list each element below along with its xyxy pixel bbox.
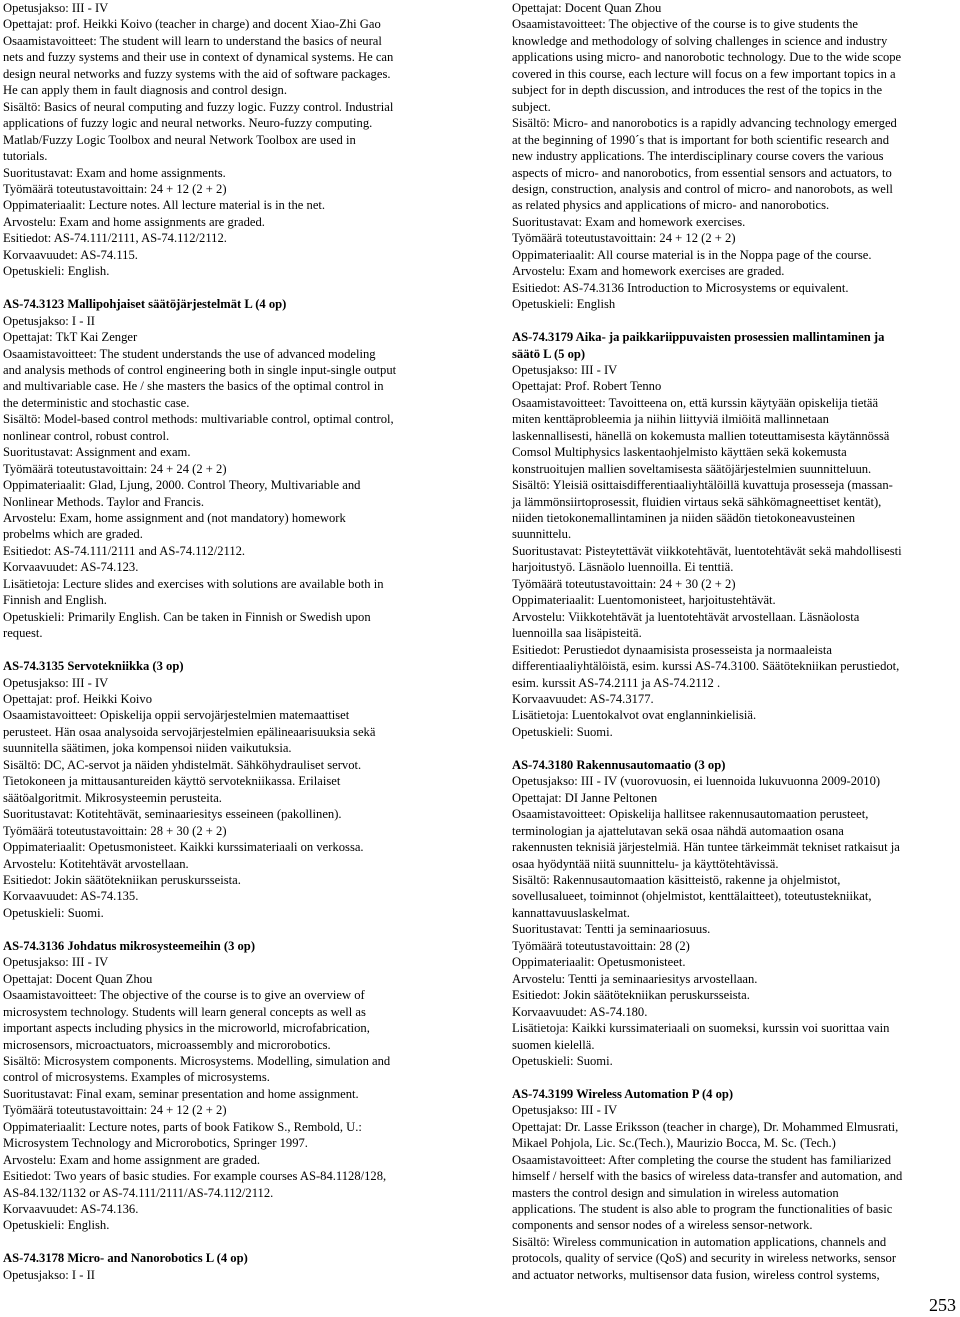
text-line: perusteet. Hän osaa analysoida servojärjestelmien epälineaarisuuksia sekä [3,724,376,739]
text-line: Sisältö: Basics of neural computing and fuzzy logic. Fuzzy control. Industrial [3,99,394,114]
text-line: Korvaavuudet: AS-74.115. [3,247,138,262]
text-line: Työmäärä toteutustavoittain: 24 + 12 (2 + 2) [3,181,227,196]
text-line: Opettajat: prof. Heikki Koivo (teacher in charge) and docent Xiao-Zhi Gao [3,17,381,32]
text-line: He can apply them in fault diagnosis and control design. [3,83,287,98]
course-section [512,1086,958,1283]
text-line: Sisältö: Yleisiä osittaisdifferentiaaliyhtälöillä kuvattuja prosesseja (massan- [512,478,893,493]
text-line: Esitiedot: Two years of basic studies. For example courses AS-84.1128/128, [3,1169,387,1184]
text-line: Korvaavuudet: AS-74.136. [3,1202,139,1217]
text-line: Lisätietoja: Kaikki kurssimateriaali on suomeksi, kurssin voi suorittaa vain [512,1021,890,1036]
course-heading: AS-74.3179 Aika- ja paikkariippuvaisten prosessien mallintaminen ja [512,330,885,345]
text-line: Korvaavuudet: AS-74.135. [3,889,139,904]
text-line: important aspects including physics in the microworld, microfabrication, [3,1021,370,1036]
text-line: design, construction, analysis and control of micro- and nanorobots, as well [512,181,893,196]
text-line: Opetusjakso: III - IV [3,675,109,690]
course-section [512,329,958,740]
text-line: Comsol Multiphysics laskentaohjelmisto käyttäen sekä kokemusta [512,445,847,460]
text-line: harjoitustyö. Läsnäolo luennoilla. Ei tenttiä. [512,560,734,575]
text-line: Työmäärä toteutustavoittain: 24 + 12 (2 + 2) [512,231,736,246]
text-line: control of microsystems. Examples of microsystems. [3,1070,270,1085]
text-line: Oppimateriaalit: Opetusmonisteet. [512,955,686,970]
text-line: Oppimateriaalit: Lecture notes. All lecture material is in the net. [3,198,326,213]
course-heading: AS-74.3180 Rakennusautomaatio (3 op) [512,757,726,772]
text-line: subject for in depth discussion, and introduces the rest of the topics in the [512,83,883,98]
text-line: miten kenttäprobleemia ja niihin liittyviä ilmiöitä mallinnetaan [512,412,829,427]
text-line: protocols, quality of service (QoS) and security in wireless networks, sensor [512,1251,897,1266]
text-line: Opettajat: DI Janne Peltonen [512,790,658,805]
text-line: Opettajat: Prof. Robert Tenno [512,379,662,394]
text-line: Työmäärä toteutustavoittain: 28 + 30 (2 + 2) [3,823,227,838]
text-line: Arvostelu: Viikkotehtävät ja luentotehtävät arvostellaan. Läsnäolosta [512,609,860,624]
text-line: Oppimateriaalit: Luentomonisteet, harjoitustehtävät. [512,593,776,608]
text-line: new industry applications. The interdisciplinary course covers the various [512,149,884,164]
text-line: Osaamistavoitteet: Tavoitteena on, että kurssin käytyään opiskelija tietää [512,395,879,410]
text-line: Opettajat: prof. Heikki Koivo [3,692,152,706]
text-line: Korvaavuudet: AS-74.3177. [512,692,654,707]
left-column [3,0,455,1283]
text-line: terminologian ja ajattelutavan sekä osaa nähdä automaation osana [512,823,844,838]
text-line: Opetuskieli: English [512,297,616,312]
text-line: Opettajat: Docent Quan Zhou [512,1,662,15]
text-line: himself / herself with the basics of wireless data-transfer and automation, and [512,1169,903,1184]
text-line: Arvostelu: Exam and homework exercises are graded. [512,264,785,279]
text-line: Opetuskieli: Suomi. [3,905,104,920]
text-line: esim. kurssit AS-74.2111 ja AS-74.2112 . [512,675,721,690]
text-line: säätöalgoritmit. Mikrosysteemin perusteita. [3,790,222,805]
text-line: microsystem technology. Students will learn general concepts as well as [3,1004,366,1019]
text-line: suunnittelu. [512,527,572,542]
text-line: Esitiedot: AS-74.111/2111, AS-74.112/2112. [3,231,227,246]
text-line: Työmäärä toteutustavoittain: 28 (2) [512,938,690,953]
text-line: the deterministic and stochastic case. [3,395,190,410]
text-line: Korvaavuudet: AS-74.180. [512,1004,648,1019]
course-section [512,0,958,313]
text-line: knowledge and methodology of solving challenges in science and industry [512,33,888,48]
text-line: Finnish and English. [3,593,107,608]
text-line: Opetusjakso: III - IV [512,1103,618,1118]
text-line: Osaamistavoitteet: Opiskelija hallitsee rakennusautomaation perusteet, [512,807,869,822]
page-number: 253 [929,1295,956,1315]
text-line: Opetuskieli: English. [3,264,110,279]
text-line: niiden tietokonemallintaminen ja niiden säädön tietokoneavusteinen [512,511,856,526]
text-line: Työmäärä toteutustavoittain: 24 + 30 (2 + 2) [512,576,736,591]
text-line: kannattavuuslaskelmat. [512,905,630,920]
text-line: Korvaavuudet: AS-74.123. [3,560,139,575]
section-gap [512,1069,958,1085]
text-line: Osaamistavoitteet: The student understands the use of advanced modeling [3,346,376,361]
text-line: applications. The student is also able to program the functionalities of basic [512,1202,893,1217]
text-line: and analysis methods of control engineering both in single input-single output [3,362,397,377]
text-line: Oppimateriaalit: All course material is in the Noppa page of the course. [512,247,872,262]
text-line: Sisältö: Micro- and nanorobotics is a rapidly advancing technology emerged [512,116,897,131]
text-line: Opettajat: TkT Kai Zenger [3,330,138,345]
text-line: probelms which are graded. [3,527,143,542]
text-line: Suoritustavat: Exam and home assignments. [3,165,226,180]
text-line: covered in this course, each lecture will focus on a few important topics in a [512,66,896,81]
text-line: Sisältö: Wireless communication in automation applications, channels and [512,1234,887,1249]
text-line: at the beginning of 1990´s that is important for both scientific research and [512,132,890,147]
text-line: masters the control design and simulation in wireless automation [512,1185,839,1200]
course-heading: AS-74.3178 Micro- and Nanorobotics L (4 op) [3,1251,248,1266]
text-line: Työmäärä toteutustavoittain: 24 + 12 (2 + 2) [3,1103,227,1118]
text-line: osaa hyödyntää niitä suunnittelu- ja käyttötehtävissä. [512,856,779,871]
text-line: Arvostelu: Kotitehtävät arvostellaan. [3,856,189,871]
text-line: Esitiedot: AS-74.3136 Introduction to Microsystems or equivalent. [512,280,849,295]
right-column [512,0,958,1283]
text-line: Osaamistavoitteet: The objective of the course is to give students the [512,17,859,32]
text-line: and actuator networks, multisensor data fusion, wireless control systems, [512,1267,880,1282]
text-line: Sisältö: Rakennusautomaation käsitteistö, rakenne ja ohjelmistot, [512,872,841,887]
text-line: nets and fuzzy systems and their use in context of dynamical systems. He can [3,50,394,65]
text-line: Opetuskieli: Primarily English. Can be taken in Finnish or Swedish upon [3,609,371,624]
text-line: components and sensor nodes of a wireless sensor-network. [512,1218,813,1233]
text-line: Suoritustavat: Kotitehtävät, seminaariesitys esseineen (pakollinen). [3,807,342,822]
text-line: Mikael Pohjola, Lic. Sc.(Tech.), Maurizio Bocca, M. Sc. (Tech.) [512,1136,836,1151]
text-line: laskennallisesti, hänellä on kokemusta mallien toteuttamisesta käytännössä [512,428,890,443]
text-line: Osaamistavoitteet: The student will learn to understand the basics of neural [3,33,382,48]
text-line: Lisätietoja: Luentokalvot ovat englanninkielisiä. [512,708,757,723]
text-line: Suoritustavat: Exam and homework exercises. [512,214,746,229]
text-line: Arvostelu: Exam and home assignment are graded. [3,1152,261,1167]
text-line: Microsystem Technology and Microrobotics, Springer 1997. [3,1136,308,1151]
text-line: Osaamistavoitteet: After completing the course the student has familiarized [512,1152,892,1167]
course-section [3,938,455,1234]
section-gap [3,642,455,658]
text-line: Opetuskieli: Suomi. [512,724,613,739]
section-gap [3,921,455,937]
text-line: Osaamistavoitteet: The objective of the course is to give an overview of [3,988,365,1003]
text-line: rakennusten teknisiä järjestelmiä. Hän tuntee tärkeimmät tekniset ratkaisut ja [512,840,900,855]
text-line: Sisältö: Model-based control methods: multivariable control, optimal control, [3,412,394,427]
course-section [3,1250,455,1283]
text-line: Matlab/Fuzzy Logic Toolbox and neural Network Toolbox are used in [3,132,356,147]
text-line: request. [3,626,43,641]
text-line: as related physics and applications of micro- and nanorobotics. [512,198,830,213]
text-line: Opetusjakso: III - IV [512,362,618,377]
text-line: Opetusjakso: I - II [3,1267,95,1282]
text-line: Suoritustavat: Tentti ja seminaariosuus. [512,922,711,937]
text-line: Lisätietoja: Lecture slides and exercises with solutions are available both in [3,576,384,591]
course-section [3,0,455,280]
text-line: Sisältö: Microsystem components. Microsystems. Modelling, simulation and [3,1053,391,1068]
text-line: AS-84.132/1132 or AS-74.111/2111/AS-74.112/2112. [3,1185,274,1200]
text-line: suunnitella säätimen, joka kompensoi niiden vaikutuksia. [3,741,292,756]
text-line: Opetuskieli: English. [3,1218,110,1233]
text-line: nonlinear control, robust control. [3,428,170,443]
section-gap [3,280,455,296]
text-line: konstruoitujen mallien soveltamisesta säätöjärjestelmien suunnitteluun. [512,461,872,476]
course-heading: AS-74.3135 Servotekniikka (3 op) [3,659,184,674]
text-line: Nonlinear Methods. Taylor and Francis. [3,494,205,509]
section-gap [512,740,958,756]
course-section [3,658,455,921]
course-heading: AS-74.3136 Johdatus mikrosysteemeihin (3 op) [3,938,256,953]
text-line: suomen kielellä. [512,1037,595,1052]
text-line: microsensors, microactuators, microassembly and microrobotics. [3,1037,331,1052]
text-line: Oppimateriaalit: Opetusmonisteet. Kaikki kurssimateriaali on verkossa. [3,840,364,855]
text-line: Opetusjakso: I - II [3,313,95,328]
text-line: Oppimateriaalit: Lecture notes, parts of book Fatikow S., Rembold, U.: [3,1119,362,1134]
text-line: Opettajat: Docent Quan Zhou [3,971,153,986]
text-line: Oppimateriaalit: Glad, Ljung, 2000. Control Theory, Multivariable and [3,478,361,493]
text-line: Arvostelu: Tentti ja seminaariesitys arvostellaan. [512,971,758,986]
course-heading: AS-74.3199 Wireless Automation P (4 op) [512,1086,734,1101]
course-heading: säätö L (5 op) [512,346,586,361]
section-gap [3,1234,455,1250]
course-section [512,757,958,1070]
text-line: Opettajat: Dr. Lasse Eriksson (teacher in charge), Dr. Mohammed Elmusrati, [512,1119,899,1134]
text-line: Osaamistavoitteet: Opiskelija oppii servojärjestelmien matemaattiset [3,708,350,723]
text-line: applications of fuzzy logic and neural networks. Neuro-fuzzy computing. [3,116,373,131]
text-line: and multivariable case. He / she masters the basics of the optimal control in [3,379,384,394]
text-line: Arvostelu: Exam and home assignments are graded. [3,214,265,229]
text-line: Arvostelu: Exam, home assignment and (not mandatory) homework [3,511,346,526]
text-line: Esitiedot: Jokin säätötekniikan peruskursseista. [3,872,241,887]
text-line: differentiaaliyhtälöistä, esim. kurssi AS-74.3100. Säätötekniikan perustiedot, [512,659,900,674]
course-heading: AS-74.3123 Mallipohjaiset säätöjärjestelmät L (4 op) [3,297,287,312]
section-gap [512,313,958,329]
course-section [3,296,455,642]
text-line: luennoilla saa lisäpisteitä. [512,626,642,641]
text-line: Esitiedot: Perustiedot dynaamisista prosesseista ja normaaleista [512,642,833,657]
text-line: design neural networks and fuzzy systems with the aid of software packages. [3,66,391,81]
text-line: ja lämmönsiirtoprosessit, fluidien virtaus sekä sähkömagneettiset kentät), [512,494,882,509]
text-line: Opetuskieli: Suomi. [512,1053,613,1068]
text-line: Työmäärä toteutustavoittain: 24 + 24 (2 + 2) [3,461,227,476]
text-line: Esitiedot: Jokin säätötekniikan peruskursseista. [512,988,750,1003]
text-line: sovellusalueet, toiminnot (ohjelmistot, kenttälaitteet), toteutustekniikat, [512,889,872,904]
text-line: Tietokoneen ja mittausantureiden käyttö servotekniikassa. Erilaiset [3,774,341,789]
text-line: Suoritustavat: Assignment and exam. [3,445,191,460]
text-line: Sisältö: DC, AC-servot ja näiden yhdistelmät. Sähköhydrauliset servot. [3,757,362,772]
text-line: Opetusjakso: III - IV (vuorovuosin, ei luennoida lukuvuonna 2009-2010) [512,774,881,789]
text-line: applications using micro- and nanorobotic technology. Due to the wide scope [512,50,902,65]
text-line: tutorials. [3,149,48,164]
text-line: Suoritustavat: Pisteytettävät viikkotehtävät, luentotehtävät sekä mahdollisesti [512,543,902,558]
text-line: aspects of micro- and nanorobotics, from essential sensors and actuators, to [512,165,892,180]
text-line: Opetusjakso: III - IV [3,955,109,970]
text-line: Suoritustavat: Final exam, seminar presentation and home assignment. [3,1086,359,1101]
text-line: Esitiedot: AS-74.111/2111 and AS-74.112/2112. [3,543,246,558]
text-line: subject. [512,99,551,114]
text-line: Opetusjakso: III - IV [3,1,109,15]
